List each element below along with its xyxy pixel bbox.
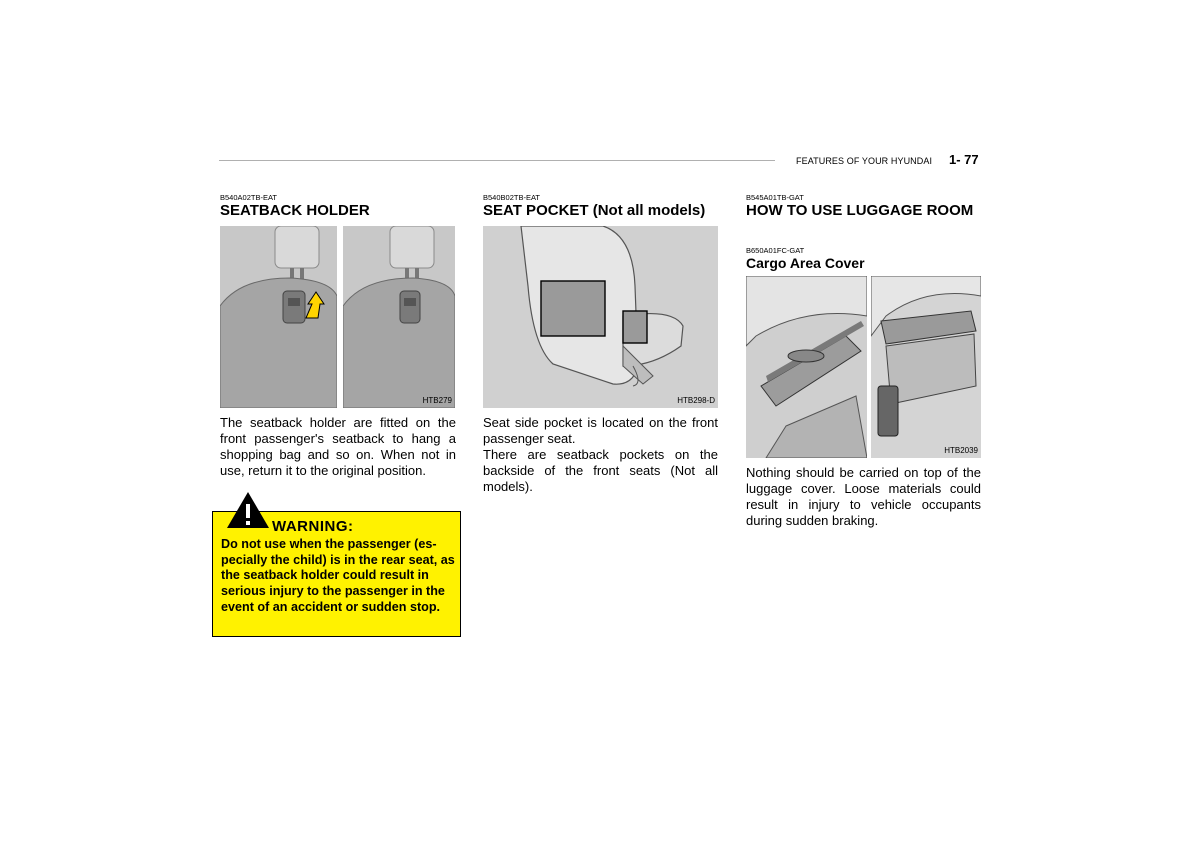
paragraph: The seatback holder are fitted on the front passenger's seatback to hang a shopping bag and so on. When not in use, return it to the original position. [220,415,456,478]
paragraph: Seat side pocket is located on the front passenger seat. [483,415,718,446]
section-title: SEATBACK HOLDER [220,202,370,219]
header-rule [219,160,775,161]
cargo-cover-figure [746,276,981,458]
seatback-holder-figure [220,226,455,408]
body-text [483,415,718,495]
section-title: SEAT POCKET (Not all models) [483,202,706,219]
header-section-title: FEATURES OF YOUR HYUNDAI [796,156,933,166]
column-seat-pocket [483,190,718,495]
paragraph: Nothing should be carried on top of the luggage cover. Loose materials could result in injury to vehicle occupants during sudden braking. [746,465,981,528]
figure-label: HTB2039 [944,446,978,455]
section-code: B545A01TB-GAT [746,193,804,202]
warning-title: WARNING: [272,518,354,535]
subsection-title: Cargo Area Cover [746,255,865,271]
section-code: B540B02TB-EAT [483,193,540,202]
seat-pocket-figure [483,226,718,408]
body-text [746,465,981,529]
seatback-holder-illustration [220,226,455,408]
section-code: B540A02TB-EAT [220,193,277,202]
seat-pocket-illustration [483,226,718,408]
warning-box [212,511,461,637]
warning-body: Do not use when the passenger (es-pecially the child) is in the rear seat, as the seatback holder could result in serious injury to the passenger in the event of an accident or sudden stop. [221,537,455,614]
figure-label: HTB298-D [677,396,715,405]
warning-triangle-icon [225,490,271,530]
paragraph: There are seatback pockets on the backside of the front seats (Not all models). [483,447,718,494]
page-number: 1- 77 [949,152,979,167]
column-seatback-holder [220,190,456,479]
section-title: HOW TO USE LUGGAGE ROOM [746,202,974,219]
body-text [220,415,456,479]
column-luggage-room [746,190,981,529]
subsection-code: B650A01FC-GAT [746,246,805,255]
figure-label: HTB279 [422,396,452,405]
cargo-cover-illustration [746,276,981,458]
